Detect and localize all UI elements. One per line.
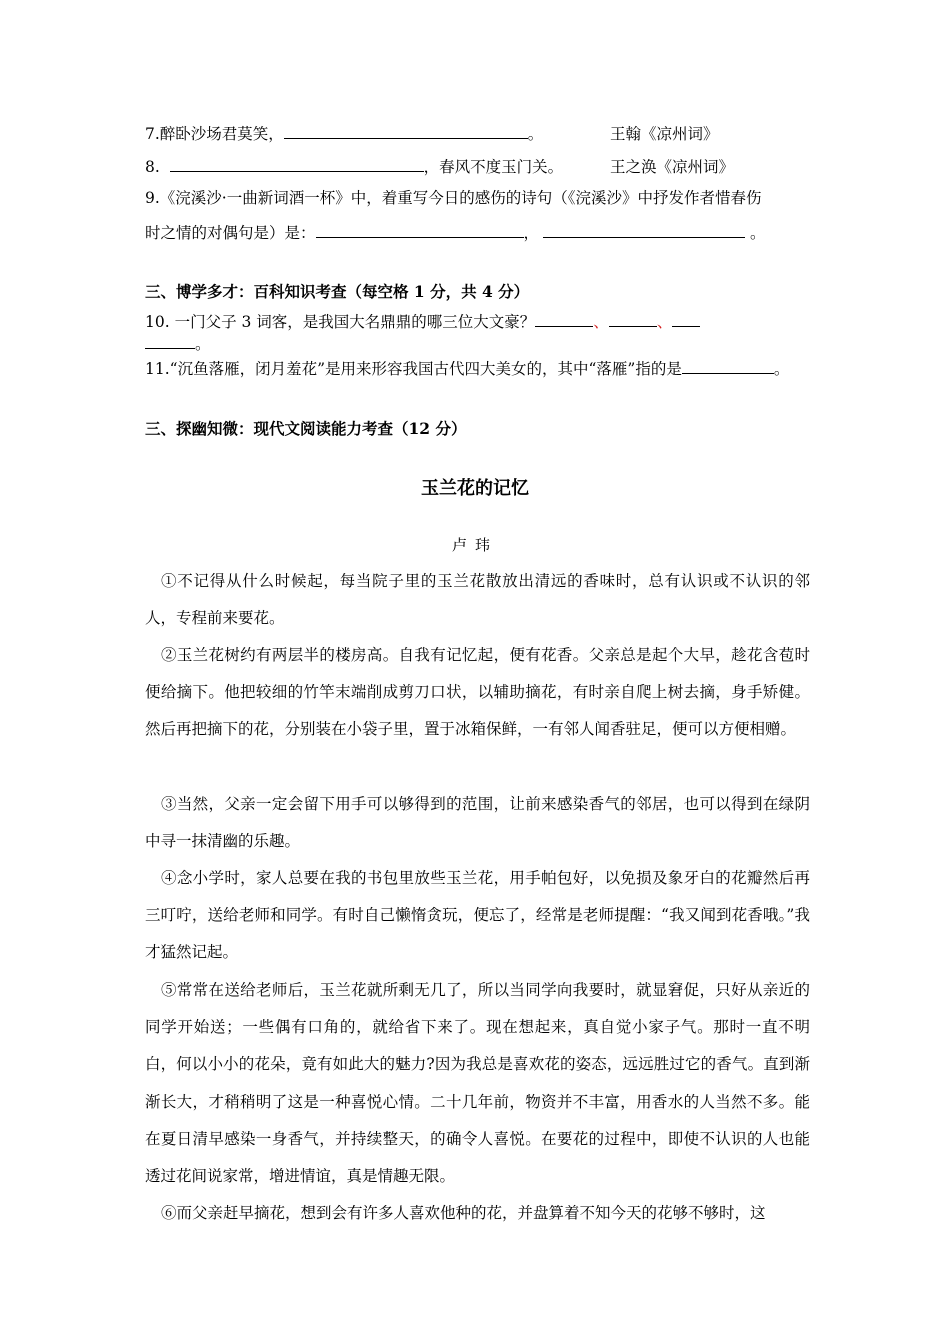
q9-answer-blank-1[interactable] [316,223,524,238]
q8-number: 8. [145,158,160,176]
q10-end: 。 [195,335,211,353]
q9-answer-blank-2[interactable] [543,223,745,238]
article-paragraph-5: ⑤常常在送给老师后，玉兰花就所剩无几了，所以当同学向我要时，就显窘促，只好从亲近的同学开始送；一些偶有口角的，就给省下来了。现在想起来，真自觉小家子气。那时一直不明白，何以小小的花朵，竟有如此大的魅力?因为我总是喜欢花的姿态，远远胜过它的香气。直到渐渐长大，才稍稍明了这是一种喜悦心情。二十几年前，物资并不丰富，用香水的人当然不多。能在夏日清早感染一身香气，并持续整天，的确令人喜悦。在要花的过程中，即使不认识的人也能透过花间说家常，增进情谊，真是情趣无限。 [145,981,810,1186]
q8-text: ，春风不度玉门关。 [423,158,564,176]
article-paragraph-1: ①不记得从什么时候起，每当院子里的玉兰花散放出清远的香味时，总有认识或不认识的邻人，专程前来要花。 [145,572,810,628]
q8-source: 王之涣《凉州词》 [610,158,735,176]
article-title: 玉兰花的记忆 [421,478,529,499]
question-10 [145,312,700,332]
q7-source: 王翰《凉州词》 [610,125,719,143]
q9-prompt: 时之情的对偶句是）是： [145,224,316,242]
question-7 [145,124,543,144]
q11-text: 11.“沉鱼落雁，闭月羞花”是用来形容我国古代四大美女的，其中“落雁”指的是 [145,360,682,378]
question-9-line2 [145,223,765,243]
q11-end: 。 [773,360,790,378]
question-9-line1: 9.《浣溪沙·一曲新词酒一杯》中，着重写今日的感伤的诗句（《浣溪沙》中抒发作者惜春伤 [145,189,762,207]
article-author: 卢玮 [451,536,498,554]
q8-answer-blank[interactable] [170,157,424,172]
q10-answer-blank-3[interactable] [672,312,700,327]
q10-separator-1: 、 [593,313,609,331]
section-4-heading: 三、探幽知微：现代文阅读能力考查（12 分） [145,419,467,438]
q10-separator-2: 、 [656,313,673,331]
q11-answer-blank[interactable] [682,359,774,374]
article-paragraph-4: ④念小学时，家人总要在我的书包里放些玉兰花，用手帕包好，以免损及象牙白的花瓣然后再三叮咛，送给老师和同学。有时自己懒惰贪玩，便忘了，经常是老师提醒：“我又闻到花香哦。”我才猛然记起。 [145,869,810,962]
q7-answer-blank[interactable] [284,124,528,139]
article-paragraph-6: ⑥而父亲赶早摘花，想到会有许多人喜欢他种的花，并盘算着不知今天的花够不够时，这 [161,1204,766,1222]
q10-answer-blank-3-continued[interactable] [145,334,195,349]
q9-comma: ， [523,224,540,242]
q10-answer-blank-2[interactable] [609,312,657,327]
article-paragraph-3: ③当然，父亲一定会留下用手可以够得到的范围，让前来感染香气的邻居，也可以得到在绿阴中寻一抹清幽的乐趣。 [145,795,810,851]
q10-text: 10. 一门父子 3 词客，是我国大名鼎鼎的哪三位大文豪？ [145,313,536,331]
q9-end: 。 [749,224,766,242]
section-3-heading: 三、博学多才：百科知识考查（每空格 1 分，共 4 分） [145,282,530,301]
question-11 [145,359,789,379]
question-10-continued [145,334,211,354]
question-8 [145,157,563,177]
q7-end: 。 [527,125,544,143]
q10-answer-blank-1[interactable] [535,312,593,327]
q7-text: 7.醉卧沙场君莫笑， [145,125,284,143]
article-paragraph-2: ②玉兰花树约有两层半的楼房高。自我有记忆起，便有花香。父亲总是起个大早，趁花含苞时便给摘下。他把较细的竹竿末端削成剪刀口状，以辅助摘花，有时亲自爬上树去摘，身手矫健。然后再把摘下的花，分别装在小袋子里，置于冰箱保鲜，一有邻人闻香驻足，便可以方便相赠。 [145,646,810,739]
